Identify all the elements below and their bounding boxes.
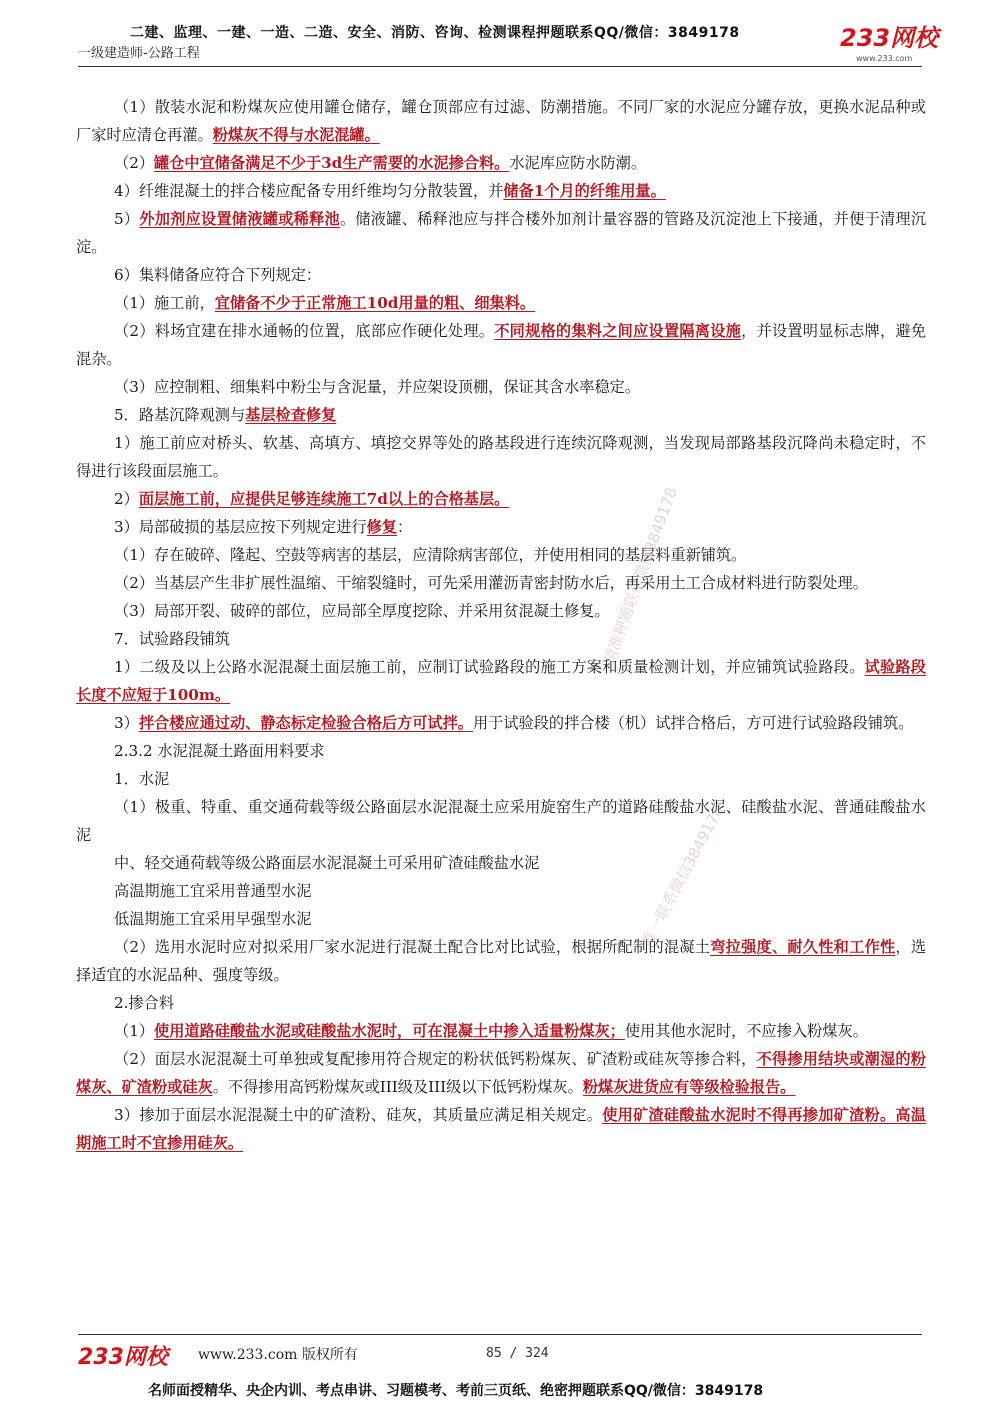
paragraph — [76, 261, 926, 289]
paragraph — [76, 149, 926, 177]
text-run: （2）料场宜建在排水通畅的位置，底部应作硬化处理。 — [114, 322, 495, 340]
paragraph — [76, 93, 926, 149]
text-run: 。储液罐、稀释池应与拌合楼外加剂计量容器的管路及沉淀池上下接通，并便于清理沉淀。 — [76, 210, 927, 256]
highlighted-text: 修复 — [366, 518, 398, 536]
text-run: （1）存在破碎、隆起、空鼓等病害的基层，应清除病害部位，并使用相同的基层料重新铺筑。 — [114, 546, 747, 564]
paragraph — [76, 289, 926, 317]
text-run: 。不得掺用高钙粉煤灰或III级及III级以下低钙粉煤灰。 — [212, 1078, 583, 1096]
paragraph — [76, 933, 926, 989]
page-number: 85 / 324 — [486, 1346, 549, 1361]
text-run: （1）散装水泥和粉煤灰应使用罐仓储存，罐仓顶部应有过滤、防潮措施。不同厂家的水泥应分罐存放，更换水泥品种或厂家时应清仓再灌。 — [76, 98, 926, 144]
paragraph — [76, 317, 926, 373]
text-run: ，选择适宜的水泥品种、强度等级。 — [76, 938, 927, 984]
paragraph — [76, 373, 926, 401]
paragraph — [76, 737, 926, 765]
text-run: 2） — [114, 490, 139, 508]
paragraph — [76, 513, 926, 541]
highlighted-text: 基层检查修复 — [245, 406, 337, 424]
highlighted-text: 宜储备不少于正常施工10d用量的粗、细集料。 — [214, 294, 536, 312]
text-run: 3）掺加于面层水泥混凝土中的矿渣粉、硅灰，其质量应满足相关规定。 — [114, 1106, 603, 1124]
text-run: 1．水泥 — [114, 770, 170, 788]
text-run: 3） — [114, 714, 139, 732]
highlighted-text: 试验路段长度不应短于100m。 — [76, 658, 926, 704]
text-run: （2）选用水泥时应对拟采用厂家水泥进行混凝土配合比对比试验，根据所配制的混凝土 — [114, 938, 711, 956]
paragraph — [76, 709, 926, 737]
paragraph — [76, 793, 926, 849]
highlighted-text: 使用道路硅酸盐水泥或硅酸盐水泥时，可在混凝土中掺入适量粉煤灰； — [154, 1022, 625, 1040]
highlighted-text: 储备1个月的纤维用量。 — [503, 182, 666, 200]
text-run: （3）应控制粗、细集料中粉尘与含泥量，并应架设顶棚，保证其含水率稳定。 — [114, 378, 641, 396]
text-run: 使用其他水泥时，不应掺入粉煤灰。 — [624, 1022, 868, 1040]
brand-logo-top: 233网校 — [840, 24, 939, 52]
highlighted-text: 使用矿渣硅酸盐水泥时不得再掺加矿渣粉。高温期施工时不宜掺用硅灰。 — [76, 1106, 926, 1152]
watermark: 精准押题联系微信3849178 — [599, 485, 681, 667]
text-run: （3）局部开裂、破碎的部位，应局部全厚度挖除、并采用贫混凝土修复。 — [114, 602, 610, 620]
text-run: （2） — [114, 154, 155, 172]
text-run: ： — [397, 518, 413, 536]
highlighted-text: 粉煤灰进货应有等级检验报告。 — [582, 1078, 796, 1096]
header-subtitle: 一级建造师-公路工程 — [78, 46, 200, 61]
highlighted-text: 面层施工前，应提供足够连续施工7d以上的合格基层。 — [138, 490, 510, 508]
text-run: （1）极重、特重、重交通荷载等级公路面层水泥混凝土应采用旋窑生产的道路硅酸盐水泥、硅酸盐水泥、普通硅酸盐水泥 — [76, 798, 926, 844]
highlighted-text: 不同规格的集料之间应设置隔离设施 — [494, 322, 742, 340]
watermark: 唯一联系微信3849178 — [637, 802, 728, 950]
text-run: 5） — [114, 210, 140, 228]
paragraph — [76, 1045, 926, 1101]
text-run: 2.掺合料 — [114, 994, 175, 1012]
text-run: 用于试验段的拌合楼（机）试拌合格后，方可进行试验路段铺筑。 — [472, 714, 914, 732]
highlighted-text: 拌合楼应通过动、静态标定检验合格后方可试拌。 — [138, 714, 473, 732]
paragraph — [76, 597, 926, 625]
text-run: 6）集料储备应符合下列规定： — [114, 266, 322, 284]
paragraph — [76, 1017, 926, 1045]
footer-promo: 名师面授精华、央企内训、考点串讲、习题模考、考前三页纸、绝密押题联系QQ/微信：3849178 — [148, 1383, 764, 1399]
text-run: 水泥库应防水防潮。 — [509, 154, 647, 172]
text-run: 1）二级及以上公路水泥混凝土面层施工前，应制订试验路段的施工方案和质量检测计划，并应铺筑试验路段。 — [114, 658, 865, 676]
text-run: 中、轻交通荷载等级公路面层水泥混凝土可采用矿渣硅酸盐水泥 — [114, 854, 540, 872]
text-run: 4）纤维混凝土的拌合楼应配备专用纤维均匀分散装置，并 — [114, 182, 504, 200]
highlighted-text: 粉煤灰不得与水泥混罐。 — [212, 126, 380, 144]
brand-logo-bottom: 233网校 — [78, 1345, 168, 1370]
text-run: 3）局部破损的基层应按下列规定进行 — [114, 518, 367, 536]
header-divider — [78, 66, 922, 67]
text-run: （2）面层水泥混凝土可单独或复配掺用符合规定的粉状低钙粉煤灰、矿渣粉或硅灰等掺合料， — [114, 1050, 757, 1068]
highlighted-text: 罐仓中宜储备满足不少于3d生产需要的水泥掺合料。 — [154, 154, 510, 172]
document-body — [76, 93, 926, 1157]
highlighted-text: 弯拉强度、耐久性和工作性 — [710, 938, 896, 956]
text-run: 低温期施工宜采用早强型水泥 — [114, 910, 312, 928]
text-run: （1） — [114, 1022, 155, 1040]
paragraph — [76, 625, 926, 653]
text-run: ，并设置明显标志牌，避免混杂。 — [76, 322, 927, 368]
text-run: 1）施工前应对桥头、软基、高填方、填挖交界等处的路基段进行连续沉降观测，当发现局部路基段沉降尚未稳定时，不得进行该段面层施工。 — [76, 434, 926, 480]
highlighted-text: 外加剂应设置储液罐或稀释池 — [139, 210, 340, 228]
footer-divider — [78, 1334, 922, 1335]
text-run: （2）当基层产生非扩展性温缩、干缩裂缝时，可先采用灌沥青密封防水后，再采用土工合成材料进行防裂处理。 — [114, 574, 868, 592]
brand-logo-url: www.233.com — [856, 54, 913, 63]
text-run: 2.3.2 水泥混凝土路面用料要求 — [114, 742, 325, 760]
paragraph — [76, 541, 926, 569]
paragraph — [76, 429, 926, 485]
paragraph — [76, 485, 926, 513]
text-run: 高温期施工宜采用普通型水泥 — [114, 882, 312, 900]
paragraph — [76, 205, 926, 261]
highlighted-text: 不得掺用结块或潮湿的粉煤灰、矿渣粉或硅灰 — [76, 1050, 926, 1096]
paragraph — [76, 653, 926, 709]
text-run: 7．试验路段铺筑 — [114, 630, 230, 648]
footer-copyright: www.233.com 版权所有 — [198, 1347, 358, 1363]
text-run: （1）施工前， — [114, 294, 215, 312]
header-promo: 二建、监理、一建、一造、二造、安全、消防、咨询、检测课程押题联系QQ/微信：3849178 — [130, 25, 740, 41]
text-run: 5．路基沉降观测与 — [114, 406, 246, 424]
paragraph — [76, 569, 926, 597]
paragraph — [76, 877, 926, 905]
paragraph — [76, 401, 926, 429]
paragraph — [76, 989, 926, 1017]
paragraph — [76, 765, 926, 793]
paragraph — [76, 849, 926, 877]
paragraph — [76, 905, 926, 933]
paragraph — [76, 177, 926, 205]
paragraph — [76, 1101, 926, 1157]
